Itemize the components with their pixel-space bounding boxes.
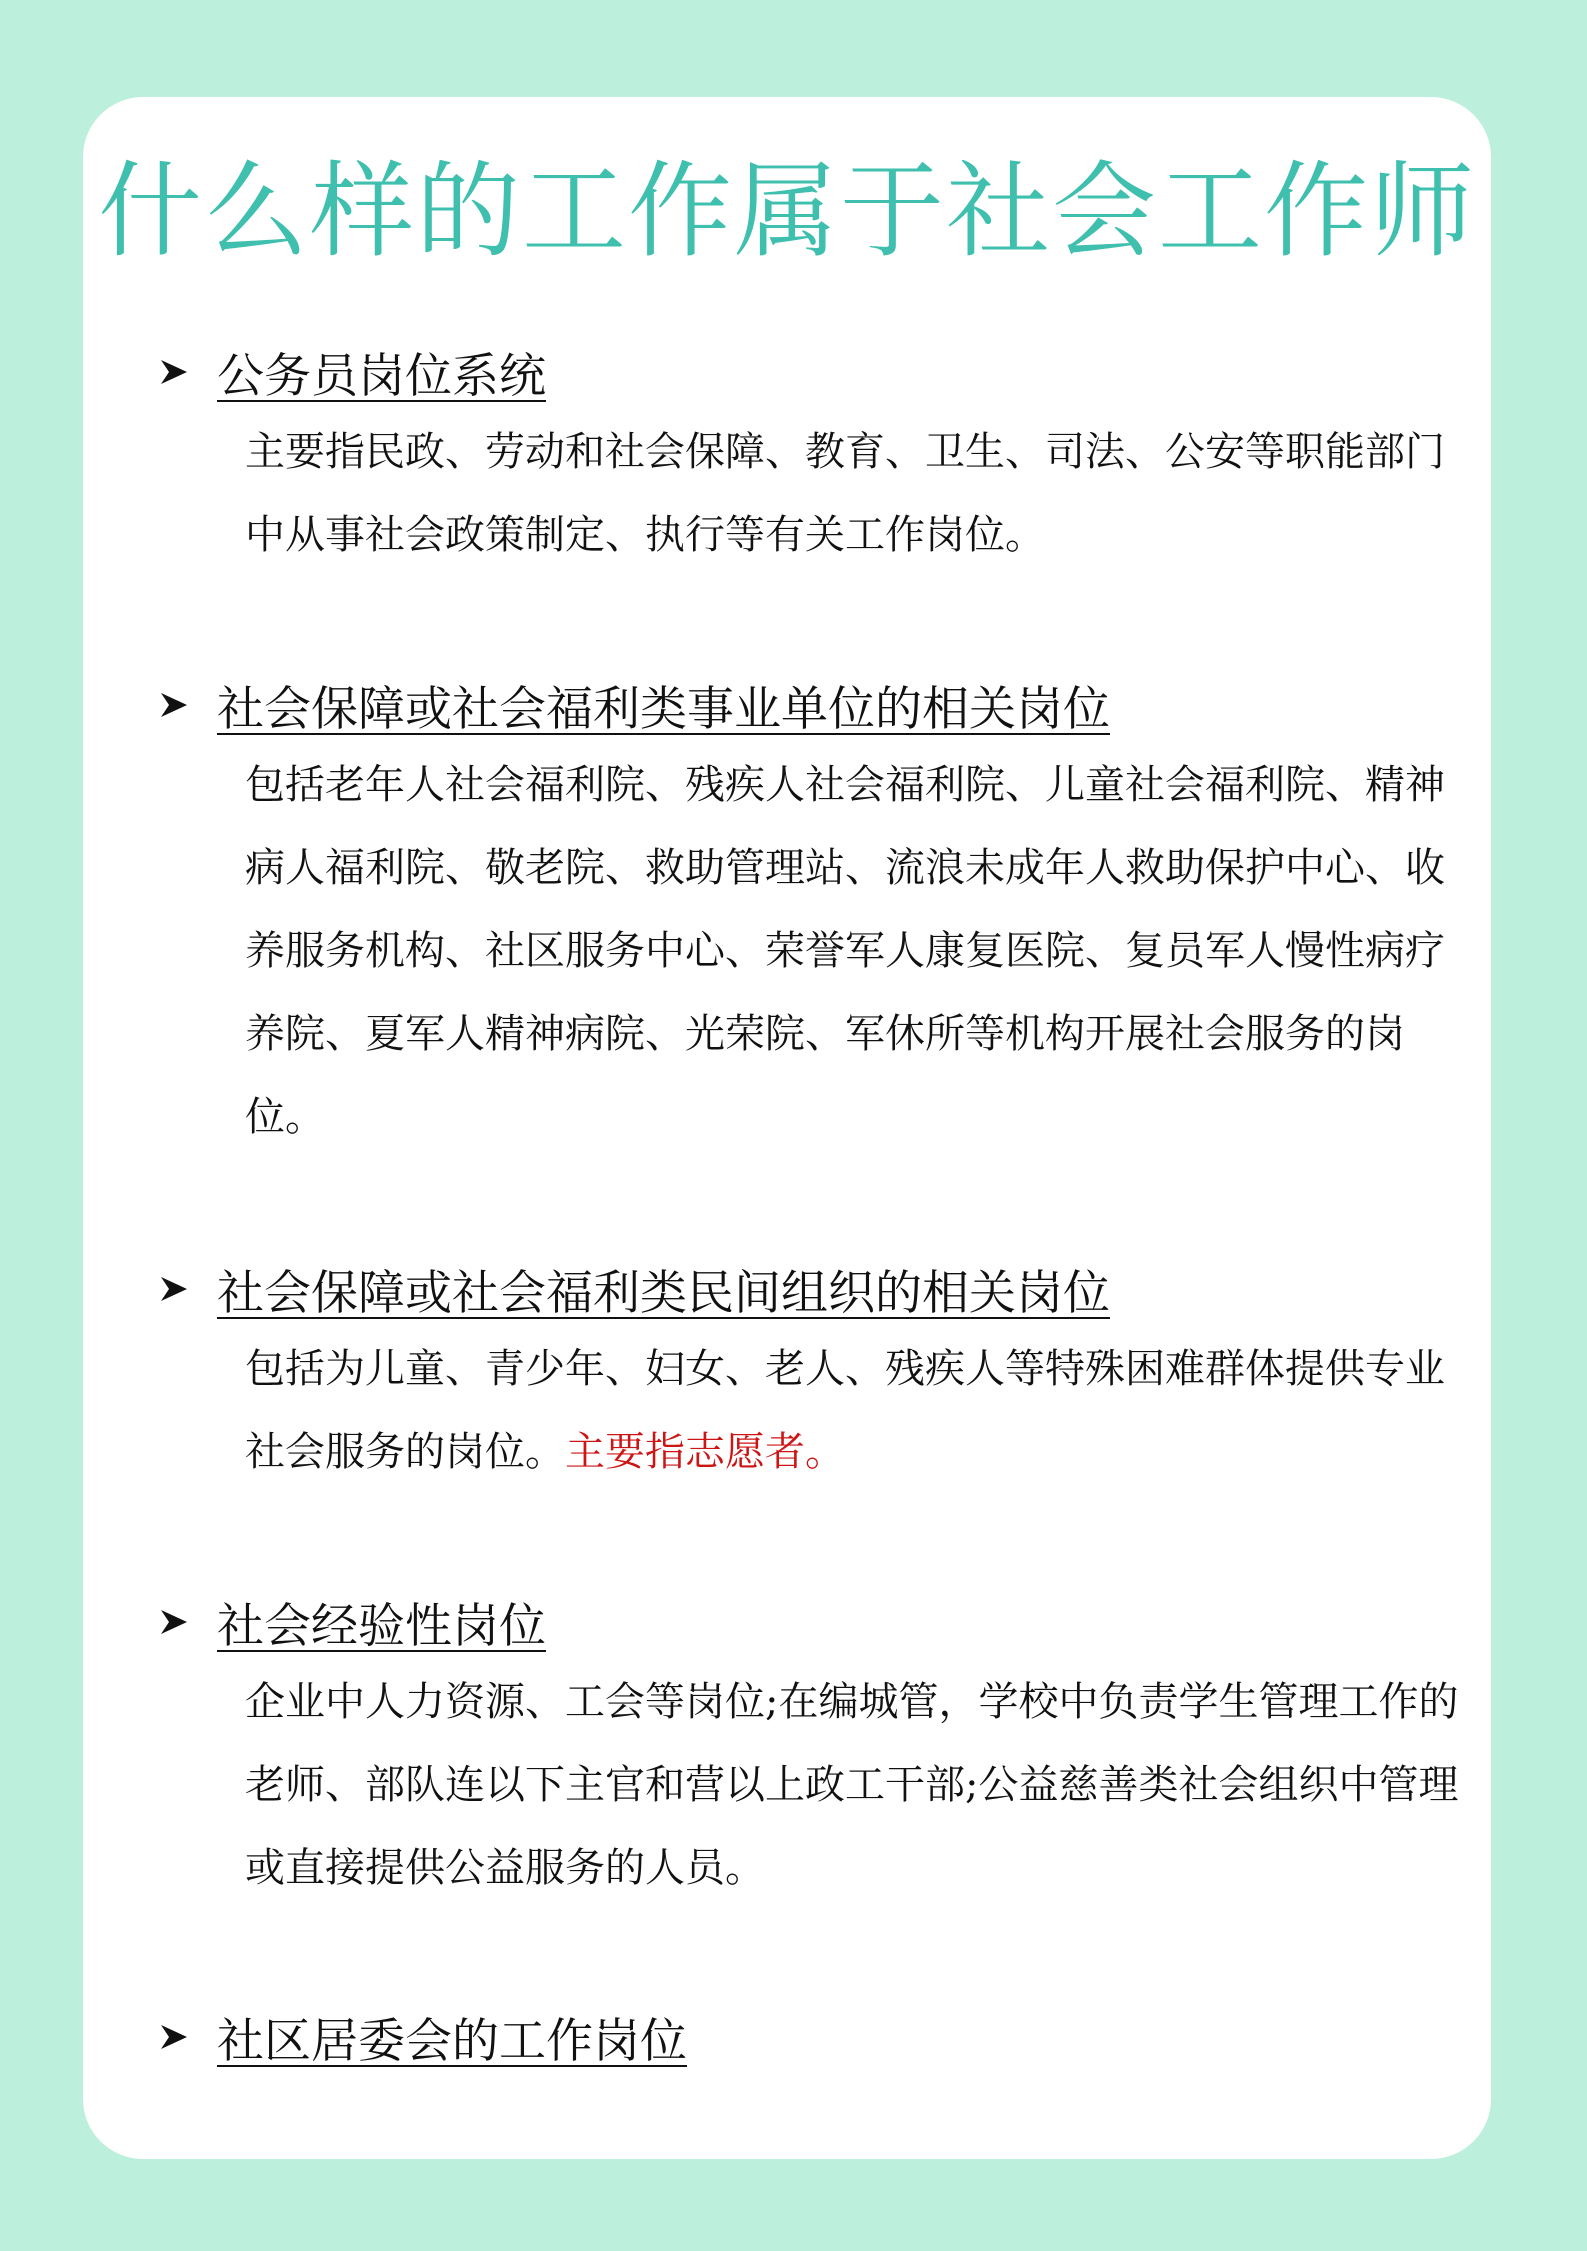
section-social-experience (159, 1587, 1479, 1910)
section-body (245, 1328, 1475, 1494)
arrowhead-bullet-icon (159, 690, 217, 720)
section-heading-text: 社会经验性岗位 (217, 1598, 546, 1654)
section-heading-text: 社会保障或社会福利类事业单位的相关岗位 (217, 681, 1110, 737)
section-civil-servant (159, 337, 1479, 577)
section-heading-text: 公务员岗位系统 (217, 348, 546, 404)
section-public-institution (159, 670, 1479, 1159)
section-body-text: 包括为儿童、青少年、妇女、老人、残疾人等特殊困难群体提供专业社会服务的岗位。 (245, 1346, 1445, 1475)
section-community-committee (159, 2002, 1479, 2072)
highlight-text: 主要指志愿者。 (565, 1429, 845, 1475)
section-heading (159, 670, 1479, 740)
section-heading-text: 社会保障或社会福利类民间组织的相关岗位 (217, 1265, 1110, 1321)
arrowhead-bullet-icon (159, 1274, 217, 1304)
section-heading (159, 1254, 1479, 1324)
arrowhead-bullet-icon (159, 357, 217, 387)
arrowhead-bullet-icon (159, 1607, 217, 1637)
arrowhead-bullet-icon (159, 2022, 217, 2052)
section-body: 企业中人力资源、工会等岗位;在编城管，学校中负责学生管理工作的老师、部队连以下主官和营以上政工干部;公益慈善类社会组织中管理或直接提供公益服务的人员。 (245, 1679, 1459, 1891)
page-title: 什么样的工作属于社会工作师 (97, 150, 1476, 272)
section-heading (159, 2002, 1479, 2072)
section-body: 包括老年人社会福利院、残疾人社会福利院、儿童社会福利院、精神病人福利院、敬老院、救助管理站、流浪未成年人救助保护中心、收养服务机构、社区服务中心、荣誉军人康复医院、复员军人慢性病疗养院、夏军人精神病院、光荣院、军休所等机构开展社会服务的岗位。 (245, 762, 1445, 1140)
section-body: 主要指民政、劳动和社会保障、教育、卫生、司法、公安等职能部门中从事社会政策制定、执行等有关工作岗位。 (245, 429, 1445, 558)
section-heading (159, 337, 1479, 407)
section-heading (159, 1587, 1479, 1657)
section-heading-text: 社区居委会的工作岗位 (217, 2013, 687, 2069)
section-civil-organization (159, 1254, 1479, 1494)
content-card (83, 97, 1491, 2159)
